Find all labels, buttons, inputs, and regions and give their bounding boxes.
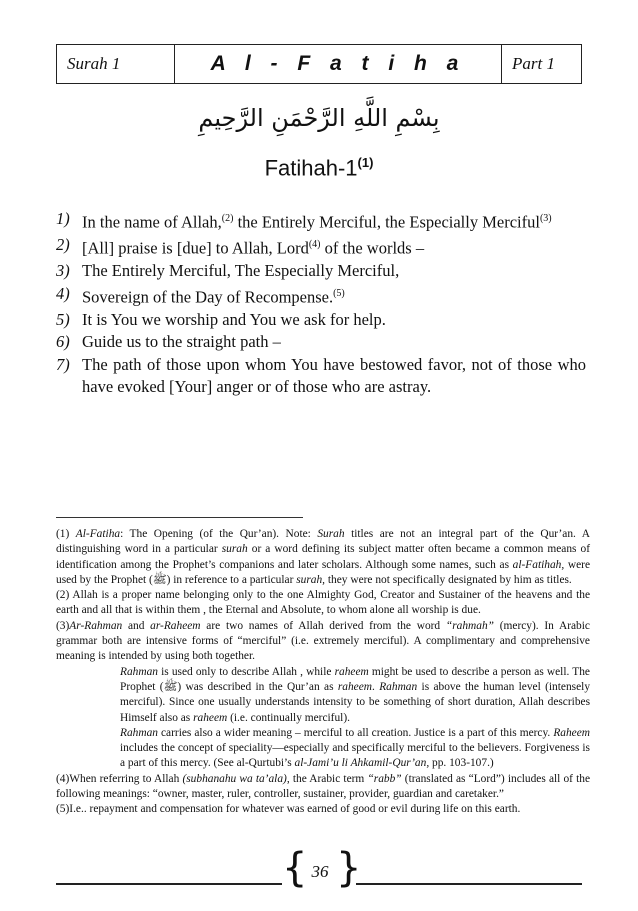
verse-2: [56, 234, 586, 260]
verse-text: [All] praise is [due] to Allah, Lord$^{(4)}$ of the worlds –: [82, 238, 425, 258]
verse-4: [56, 283, 586, 309]
footnote-ref[interactable]: (5): [333, 287, 345, 299]
verse-text: Sovereign of the Day of Recompense.$^{(5)}$: [82, 287, 345, 306]
verse-5: [56, 309, 586, 332]
footnote-ref[interactable]: (4): [308, 239, 321, 250]
surah-label: Surah 1: [57, 45, 175, 83]
footnote-1: (1) Al-Fatiha: The Opening (of the Qur’an). Note: Surah titles are not an integral part of the Qur’an. A distinguishing word in a particular surah or a word defining its subject matter often became a common means of identification among the Prophet’s companions and later scholars. Although some names, such as al-Fatihah, were used by the Prophet (ﷺ) in reference to a particular surah, they were not specifically designated by him as titles.: [56, 528, 591, 586]
surah-title: A l - F a t i h a: [210, 52, 466, 75]
verse-number: 6): [56, 332, 70, 351]
footnote-ref[interactable]: (2): [221, 213, 234, 224]
verse-text: In the name of Allah,$^{(2)}$ the Entirely Merciful, the Especially Merciful$^{(3)}$: [82, 212, 552, 232]
verse-text: Guide us to the straight path –: [82, 332, 281, 351]
footnote-4: (4)When referring to Allah (subhanahu wa ta’ala), the Arabic term “rabb” (translated as “Lord”) includes all of the following meanings: “owner, master, ruler, controller, sustainer, provider, guardian and caretaker.”: [56, 772, 591, 801]
left-brace-icon: {: [282, 845, 308, 891]
footer-rule-right: [356, 883, 582, 885]
page-title: [0, 155, 638, 181]
verse-number: 7): [56, 354, 70, 374]
title-text: Fatihah-1: [264, 155, 358, 181]
verse-6: [56, 331, 586, 354]
footnote-3: (3)Ar-Rahman and ar-Raheem are two names of Allah derived from the word “rahmah” (mercy). In Arabic grammar both are intensive forms of “merciful” (i.e. extremely merciful). A complimentary and comprehensive meaning is intended by using both together.: [56, 619, 590, 663]
verse-number: 3): [56, 261, 70, 280]
verse-list: [56, 208, 586, 399]
footnote-3-paragraph-3: Rahman carries also a wider meaning – merciful to all creation. Justice is a part of this mercy. Raheem includes the concept of speciality—especially and specifically merciful to the believers. Forgiveness is a part of this mercy. (See al-Qurtubi’s al-Jami’u li Ahkamil-Qur’an, pp. 103-107.): [120, 726, 590, 770]
right-brace-icon: }: [336, 845, 362, 891]
footnote-3-paragraph-2: Rahman is used only to describe Allah , while raheem might be used to describe a person as well. The Prophet (ﷺ) was described in the Qur’an as raheem. Rahman is above the human level (intensely merciful). Since one usually understands intensity to be something of short duration, Allah describes Himself also as raheem (i.e. continually merciful).: [120, 665, 591, 724]
footnote-divider: [56, 517, 303, 518]
title-note: (1): [357, 155, 374, 170]
verse-text: The Entirely Merciful, The Especially Merciful,: [82, 261, 400, 280]
page-header: [56, 44, 582, 84]
verse-text: The path of those upon whom You have bestowed favor, not of those who have evoked [Your] anger or of those who are astray.: [82, 354, 586, 396]
verse-1: [56, 208, 586, 234]
verse-number: 1): [56, 209, 70, 228]
verse-number: 4): [56, 283, 70, 303]
verse-7: [56, 354, 586, 399]
footnotes: [56, 527, 590, 818]
part-label: Part 1: [501, 45, 581, 83]
footnote-2: (2) Allah is a proper name belonging only to the one Almighty God, Creator and Sustainer of the heavens and the earth and all that is within them , the Eternal and Absolute, to whom alone all worship is due.: [56, 589, 590, 617]
verse-number: 5): [56, 309, 70, 329]
verse-3: [56, 260, 586, 283]
footnote-ref[interactable]: (3): [539, 213, 552, 224]
footnote-5: (5)I.e.. repayment and compensation for whatever was earned of good or evil during life on this earth.: [56, 803, 521, 816]
verse-text: It is You we worship and You we ask for help.: [82, 309, 386, 329]
basmala: بِسْمِ اللَّهِ الرَّحْمَنِ الرَّحِيمِ: [198, 104, 440, 132]
footer-rule-left: [56, 883, 282, 885]
verse-number: 2): [56, 235, 70, 254]
page-number: 36: [311, 862, 329, 881]
